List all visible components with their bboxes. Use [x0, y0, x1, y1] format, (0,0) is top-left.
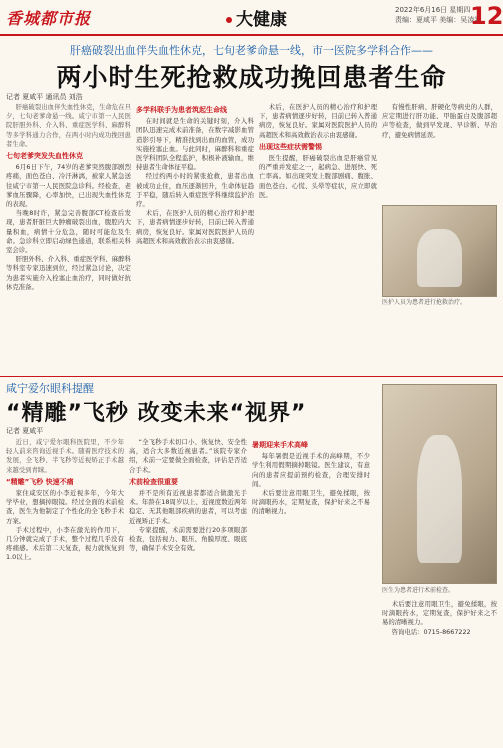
- section-title: [226, 5, 287, 30]
- article1-headline: 两小时生死抢救成功挽回患者生命: [56, 63, 447, 92]
- article2-paragraph: 专家提醒，术前需要进行20多项眼部检查，包括视力、眼压、角膜厚度、眼底等，确保手术安全有效。: [129, 525, 247, 553]
- article1-paragraph: 6月6日下午，74岁的老爹突然腹部剧烈疼痛，面色苍白、冷汗淋漓，被家人紧急送往咸宁市第一人民医院急诊科。经检查，老爹血压骤降，心率加快，已出现失血性休克的表现。: [6, 163, 131, 209]
- photo-figure: [417, 229, 462, 288]
- newspaper-logo: 香城都市报: [6, 9, 92, 28]
- article1-column-3: [259, 103, 377, 373]
- article2-lede: 近日，咸宁爱尔眼科医院里，不少年轻人前来咨询近视手术。随着医疗技术的发展，全飞秒、半飞秒等近视矫正手术越来越受到青睐。: [6, 438, 124, 474]
- dateline: [395, 5, 481, 25]
- article1-column-1: [6, 103, 131, 373]
- article2-paragraph: “全飞秒手术切口小、恢复快、安全性高，适合大多数近视患者。”该院专家介绍，术前一定要做全面检查，评估是否适合手术。: [129, 438, 247, 474]
- article1-paragraph: 医生提醒，肝癌破裂出血是肝癌常见的严重并发症之一，起病急、进展快、死亡率高。如出现突发上腹部剧痛、腹胀、面色苍白、心慌、头晕等症状，应立即就医。: [259, 154, 377, 199]
- article2-kicker: 咸宁爱尔眼科提醒: [6, 382, 94, 395]
- article1-subhead-2: 多学科联手为患者筑起生命线: [136, 106, 227, 114]
- article1-column-4: [382, 103, 497, 203]
- article2-column-1: [6, 438, 124, 743]
- article1-kicker: 肝癌破裂出血伴失血性休克，七旬老爹命悬一线，市一医院多学科合作——: [70, 44, 433, 57]
- article1-paragraph: 有慢性肝病、肝硬化等病史的人群，应定期进行肝功能、甲胎蛋白及腹部超声等检查，做到早发现、早诊断、早治疗，避免病情延误。: [382, 103, 497, 139]
- section-label: 大健康: [236, 10, 287, 30]
- article2-paragraph: 每年暑假是近视手术的高峰期，不少学生利用假期摘掉眼镜。医生建议，有意向的患者应提前预约检查，合理安排时间。: [252, 452, 370, 488]
- article2-paragraph: 术后要注意用眼卫生，避免揉眼，按时滴眼药水，定期复查，保护好来之不易的清晰视力。: [252, 489, 370, 516]
- section-divider: [0, 376, 503, 377]
- article1-lede: 肝癌破裂出血伴失血性休克，生命危在旦夕，七旬老爹命悬一线。咸宁市第一人民医院肝胆外科、介入科、重症医学科、麻醉科等多学科通力合作，在两小时内成功挽回患者生命。: [6, 103, 131, 148]
- article2-subhead-3: 暑期迎来手术高峰: [252, 441, 308, 449]
- article2-photo-caption: 医生为患者进行术前检查。: [382, 587, 455, 594]
- masthead: [0, 0, 503, 36]
- article1-paragraph: 在时间就是生命的关键时刻，介入科团队迅速完成术前准备，在数字减影血管造影引导下，精准找到出血的血管，成功实施栓塞止血。与此同时，麻醉科和重症医学科团队全程监护，积极补液输血，维持患者生命体征平稳。: [136, 117, 254, 172]
- article1-paragraph: 术后，在医护人员的精心治疗和护理下，患者病情逐步好转，目前已转入普通病房，恢复良好。家属对医院医护人员的高超医术和高效救治表示由衷感谢。: [136, 209, 254, 245]
- photo-figure: [417, 435, 462, 564]
- dot-icon: [226, 17, 232, 23]
- article2-column-2: [129, 438, 247, 743]
- article2-paragraph: 手术过程中，小李在激光的作用下，几分钟就完成了手术，整个过程几乎没有疼痛感。术后第二天复查，视力就恢复到1.0以上。: [6, 525, 124, 562]
- date-text: 2022年6月16日 星期四: [395, 6, 471, 14]
- article1-paragraph: 术后，在医护人员的精心治疗和护理下，患者病情逐步好转，目前已转入普通病房，恢复良好。家属对医院医护人员的高超医术和高效救治表示由衷感谢。: [259, 103, 377, 139]
- article1-byline: 记者 夏咸平 通讯员 刘浩: [6, 93, 83, 101]
- article2-subhead-1: “精雕”飞秒 快速不痛: [6, 477, 74, 486]
- page-number: 12: [470, 2, 503, 30]
- article1-column-2: [136, 103, 254, 373]
- article2-subhead-2: 术前检查很重要: [129, 477, 178, 486]
- article1-paragraph: 经过约两小时的紧张抢救，患者出血被成功止住，血压逐渐回升，生命体征趋于平稳，随后转入重症医学科继续监护治疗。: [136, 172, 254, 209]
- article1-subhead-1: 七旬老爹突发失血性休克: [6, 152, 83, 161]
- editor-text: 责编：夏咸平 美编：吴凌霜: [395, 16, 482, 24]
- article1-photo-caption: 医护人员为患者进行抢救治疗。: [382, 299, 467, 306]
- article2-column-4: [382, 600, 497, 740]
- article2-headline: “精雕”飞秒 改变未来“视界”: [6, 401, 307, 426]
- article2-paragraph: 术后要注意用眼卫生，避免揉眼，按时滴眼药水，定期复查，保护好来之不易的清晰视力。: [382, 600, 497, 627]
- article2-paragraph: 并不是所有近视患者都适合做激光手术。年龄在18周岁以上、近视度数近两年稳定、无其他眼部疾病的患者，可以考虑近视矫正手术。: [129, 489, 247, 525]
- article2-paragraph: 家住咸安区的小李近视多年，今年大学毕业，想摘掉眼镜。经过全面的术前检查，医生为他制定了个性化的全飞秒手术方案。: [6, 489, 124, 525]
- article2-byline: 记者 夏咸平: [6, 427, 44, 435]
- article1-photo: [382, 205, 497, 297]
- article1-subhead-3: 出现这些症状需警惕: [259, 142, 322, 151]
- article1-paragraph: 肝胆外科、介入科、重症医学科、麻醉科等科室专家迅速到位，经过紧急讨论，决定为患者实施介入栓塞止血治疗，同时做好抗休克准备。: [6, 255, 131, 291]
- article2-photo: [382, 384, 497, 584]
- article2-column-3: [252, 438, 370, 743]
- article1-paragraph: 当晚8时许，紧急完善腹部CT检查后发现，患者肝脏巨大肿瘤破裂出血，腹腔内大量积血，病情十分危急，随时可能危及生命。急诊科立即启动绿色通道，联系相关科室会诊。: [6, 209, 131, 255]
- article2-contact: 咨询电话：0715-8667222: [391, 627, 471, 636]
